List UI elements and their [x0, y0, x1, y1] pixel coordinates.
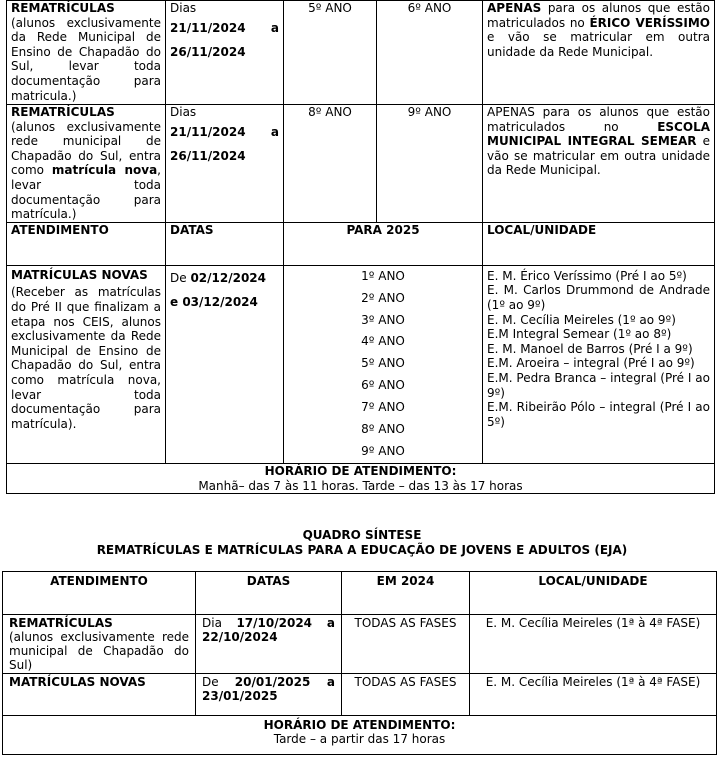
footer-row	[7, 463, 715, 493]
dates-cell	[166, 105, 284, 223]
date-start: 02/12/2024	[190, 270, 266, 285]
dates-range: 21/11/2024 a 26/11/2024	[170, 124, 279, 163]
unit-item: E. M. Érico Veríssimo (Pré I ao 5º)	[487, 268, 687, 283]
local-cell	[483, 105, 715, 223]
footer-cell	[3, 716, 717, 755]
unit-item: E. M. Cecília Meireles (1º ao 9º)	[487, 312, 676, 327]
units-cell	[483, 265, 715, 463]
footer-text: Tarde – a partir das 17 horas	[273, 732, 446, 746]
header-em-2024: EM 2024	[342, 572, 470, 615]
header-datas: DATAS	[196, 572, 342, 615]
local-cell: E. M. Cecília Meireles (1ª à 4ª FASE)	[470, 615, 717, 674]
atendimento-cell	[7, 265, 166, 463]
row-description: (alunos exclusivamente rede municipal de Chapadão do Sul)	[9, 630, 189, 672]
atendimento-cell	[7, 1, 166, 105]
enrollment-table	[6, 0, 715, 494]
header-para-2025: PARA 2025	[284, 222, 483, 265]
table-row	[3, 674, 717, 716]
atendimento-cell	[3, 615, 196, 674]
local-bold: APENAS	[487, 1, 542, 15]
row-title: MATRÍCULAS NOVAS	[11, 267, 148, 282]
school-name: ESCOLA MUNICIPAL INTEGRAL SEMEAR	[487, 119, 710, 149]
row-description: (alunos exclusivamente rede municipal de Chapadão do Sul, entra como	[11, 119, 161, 178]
year-item: 6º ANO	[361, 378, 405, 393]
school-name: ÉRICO VERÍSSIMO	[589, 15, 710, 30]
to-year-cell: 6º ANO	[377, 1, 483, 105]
row-description: , levar toda documentação para matrícula.)	[11, 163, 161, 222]
table-row	[7, 265, 715, 463]
from-year-cell: 5º ANO	[284, 1, 377, 105]
row-description: (alunos exclusivamente da Rede Municipal de Ensino de Chapadão do Sul, levar toda documentação para matricula.)	[11, 15, 161, 103]
header-local: LOCAL/UNIDADE	[470, 572, 717, 615]
fases-cell: TODAS AS FASES	[342, 615, 470, 674]
fases-cell: TODAS AS FASES	[342, 674, 470, 716]
row-title: REMATRÍCULAS	[11, 105, 115, 119]
year-item: 7º ANO	[361, 400, 405, 415]
dates-cell	[166, 265, 284, 463]
dates-range: 21/11/2024 a 26/11/2024	[170, 20, 279, 59]
dates-prefix: Dia	[202, 616, 222, 630]
unit-item: E. M. Carlos Drummond de Andrade (1º ao 9º)	[487, 283, 710, 312]
header-local: LOCAL/UNIDADE	[483, 222, 715, 265]
table-row	[3, 615, 717, 674]
to-year-cell: 9º ANO	[377, 105, 483, 223]
footer-title: HORÁRIO DE ATENDIMENTO:	[264, 463, 457, 478]
years-cell	[284, 265, 483, 463]
header-atendimento: ATENDIMENTO	[3, 572, 196, 615]
unit-item: E.M. Ribeirão Pólo – integral (Pré I ao 5º)	[487, 400, 710, 429]
year-item: 3º ANO	[361, 312, 405, 327]
row-description: (Receber as matrículas do Pré II que finalizam a etapa nos CEIS, alunos exclusivamente da Rede Municipal de Ensino de Chapadão do Sul, entra como matrícula nova, levar toda documentação para matrícula).	[11, 285, 161, 431]
local-cell: E. M. Cecília Meireles (1ª à 4ª FASE)	[470, 674, 717, 716]
local-text: e vão se matricular em outra unidade da Rede Municipal.	[487, 30, 710, 59]
year-item: 9º ANO	[361, 444, 405, 458]
unit-item: E. M. Manoel de Barros (Pré I a 9º)	[487, 341, 693, 356]
quadro-title-line2: REMATRÍCULAS E MATRÍCULAS PARA A EDUCAÇÃO DE JOVENS E ADULTOS (EJA)	[96, 543, 628, 557]
dates-cell	[196, 615, 342, 674]
dates-range: 20/01/2025 a 23/01/2025	[202, 675, 335, 703]
row-title: REMATRÍCULAS	[9, 616, 113, 630]
table-row	[7, 1, 715, 105]
quadro-title-line1: QUADRO SÍNTESE	[302, 528, 422, 542]
local-text: para os alunos que estão matriculados no	[487, 1, 710, 30]
dates-prefix: De	[170, 270, 191, 285]
header-atendimento: ATENDIMENTO	[7, 222, 166, 265]
eja-table	[2, 571, 717, 755]
year-item: 8º ANO	[361, 422, 405, 437]
dates-range: 17/10/2024 a 22/10/2024	[202, 616, 335, 644]
unit-item: E.M. Aroeira – integral (Pré I ao 9º)	[487, 356, 695, 371]
dates-prefix: De	[202, 675, 219, 689]
atendimento-cell	[7, 105, 166, 223]
footer-row	[3, 716, 717, 755]
table-header-row	[3, 572, 717, 615]
year-item: 1º ANO	[361, 268, 405, 283]
footer-cell	[7, 463, 715, 493]
dates-prefix: Dias	[170, 105, 197, 119]
local-text: e vão se matricular em outra unidade da Rede Municipal.	[487, 134, 710, 178]
local-text: APENAS para os alunos que estão matriculados no	[487, 105, 710, 134]
dates-prefix: Dias	[170, 1, 197, 15]
local-cell	[483, 1, 715, 105]
quadro-title	[0, 528, 724, 558]
unit-item: E.M Integral Semear (1º ao 8º)	[487, 327, 672, 342]
row-description-bold: matrícula nova	[51, 163, 158, 178]
year-item: 2º ANO	[361, 290, 405, 305]
from-year-cell: 8º ANO	[284, 105, 377, 223]
footer-text: Manhã– das 7 às 11 horas. Tarde – das 13 às 17 horas	[198, 478, 523, 493]
header-datas: DATAS	[166, 222, 284, 265]
date-end: e 03/12/2024	[170, 294, 258, 309]
row-title: REMATRÍCULAS	[11, 1, 115, 15]
table-row	[7, 105, 715, 223]
dates-cell	[196, 674, 342, 716]
year-item: 5º ANO	[361, 356, 405, 371]
footer-title: HORÁRIO DE ATENDIMENTO:	[263, 718, 456, 732]
unit-item: E.M. Pedra Branca – integral (Pré I ao 9º)	[487, 370, 710, 400]
table-header-row	[7, 222, 715, 265]
dates-cell	[166, 1, 284, 105]
row-title: MATRÍCULAS NOVAS	[3, 674, 196, 716]
year-item: 4º ANO	[361, 334, 405, 349]
